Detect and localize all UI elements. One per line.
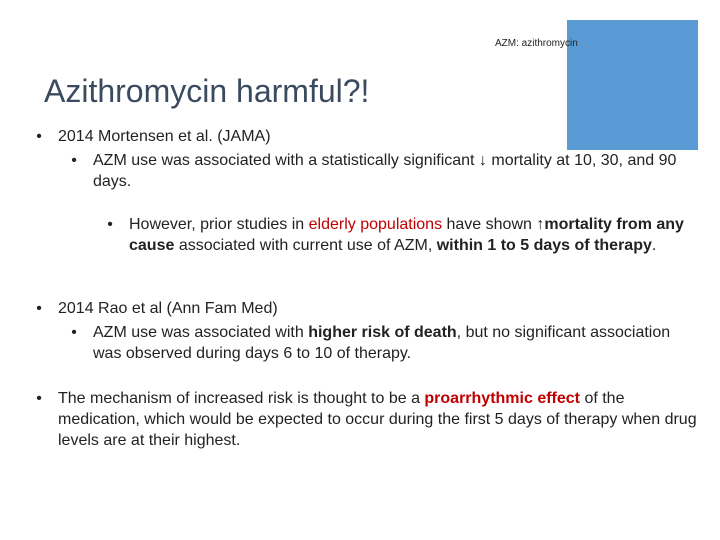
bullet-prior-studies	[107, 214, 689, 256]
bullet-marker: •	[36, 300, 42, 317]
bullet-text-part: The mechanism of increased risk is thought to be a	[58, 390, 425, 407]
bullet-marker: •	[71, 324, 77, 341]
bullet-rao-study	[36, 298, 688, 319]
bullet-text-part: However, prior studies in	[129, 216, 309, 233]
highlight-elderly-populations: elderly populations	[308, 216, 443, 233]
bullet-rao-finding	[71, 322, 683, 364]
bullet-text: AZM use was associated with a statistically significant ↓ mortality at 10, 30, and 90 days.	[93, 152, 677, 190]
bullet-marker: •	[107, 216, 113, 233]
emphasis-higher-risk-of-death: higher risk of death	[308, 324, 457, 341]
emphasis-within-days: within 1 to 5 days of therapy	[436, 237, 652, 254]
emphasis-mortality-any-cause: mortality from any cause	[129, 216, 684, 254]
bullet-text: 2014 Rao et al (Ann Fam Med)	[58, 300, 278, 317]
bullet-text-part: of the medication, which would be expected to occur during the first 5 days of therapy when drug levels are at their highest.	[58, 390, 697, 449]
bullet-mechanism	[36, 388, 703, 451]
abbreviation-note: AZM: azithromycin	[495, 38, 578, 49]
bullet-marker: •	[71, 152, 77, 169]
bullet-text-part: have shown ↑	[442, 216, 545, 233]
bullet-mortensen-finding	[71, 150, 698, 192]
bullet-marker: •	[36, 390, 42, 407]
bullet-text-part: associated with current use of AZM,	[174, 237, 437, 254]
bullet-text-part: AZM use was associated with	[93, 324, 309, 341]
bullet-text: 2014 Mortensen et al. (JAMA)	[58, 128, 271, 145]
bullet-mortensen-study	[36, 126, 688, 147]
bullet-text-part: , but no significant association was observed during days 6 to 10 of therapy.	[93, 324, 671, 362]
highlight-proarrhythmic-effect: proarrhythmic effect	[424, 390, 580, 407]
slide-title: Azithromycin harmful?!	[44, 73, 370, 110]
bullet-marker: •	[36, 128, 42, 145]
bullet-text-part: .	[651, 237, 657, 254]
